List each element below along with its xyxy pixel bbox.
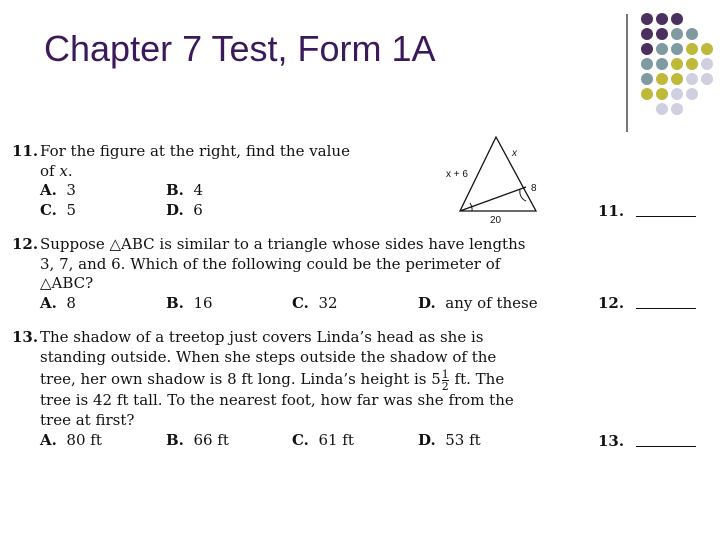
option-a: A. 3 — [40, 181, 76, 199]
question-11 — [12, 142, 432, 222]
option-c: C. 32 — [292, 294, 338, 312]
question-text-line: of x. — [40, 161, 73, 180]
option-d: D. 53 ft — [418, 431, 481, 449]
answer-blank-13[interactable] — [636, 446, 696, 447]
slide-title: Chapter 7 Test, Form 1A — [44, 28, 436, 69]
question-text-line: tree at first? — [40, 410, 135, 429]
answer-label-13: 13. — [598, 432, 625, 450]
question-number: 12. — [12, 235, 39, 253]
option-b: B. 4 — [166, 181, 203, 199]
triangle-figure — [444, 133, 554, 225]
question-text-line: 3, 7, and 6. Which of the following could be the perimeter of — [40, 254, 501, 273]
figure-label-base: 20 — [490, 215, 502, 225]
option-a: A. 80 ft — [40, 431, 102, 449]
figure-label-top-right: x — [512, 148, 517, 159]
answer-label-11: 11. — [598, 202, 625, 220]
option-d: D. any of these — [418, 294, 538, 312]
question-text-line: △ABC? — [40, 274, 94, 292]
question-text-line: tree, her own shadow is 8 ft long. Linda’s height is 5 $\frac{1}{2}$ ft. The — [40, 367, 505, 393]
question-number: 13. — [12, 328, 39, 346]
answer-blank-12[interactable] — [636, 308, 696, 309]
option-c: C. 5 — [40, 201, 76, 219]
mixed-fraction: $\frac{1}{2}$ — [441, 367, 449, 393]
question-number: 11. — [12, 142, 39, 160]
option-d: D. 6 — [166, 201, 203, 219]
figure-label-left: x + 6 — [446, 169, 468, 180]
question-text-line: standing outside. When she steps outside the shadow of the — [40, 347, 497, 366]
option-c: C. 61 ft — [292, 431, 354, 449]
decorative-dot-grid — [638, 12, 720, 124]
question-12 — [12, 235, 572, 315]
option-b: B. 66 ft — [166, 431, 229, 449]
answer-label-12: 12. — [598, 294, 625, 312]
question-text-line: For the figure at the right, find the value — [40, 142, 350, 160]
option-a: A. 8 — [40, 294, 76, 312]
question-text-line: Suppose △ABC is similar to a triangle whose sides have lengths — [40, 235, 526, 253]
variable-x: x — [59, 161, 68, 180]
answer-blank-11[interactable] — [636, 216, 696, 217]
question-text-line: tree is 42 ft tall. To the nearest foot, how far was she from the — [40, 391, 514, 409]
figure-label-side: 8 — [531, 183, 537, 194]
decorative-divider — [626, 14, 628, 132]
question-13 — [12, 328, 572, 458]
option-b: B. 16 — [166, 294, 213, 312]
question-text-line: The shadow of a treetop just covers Linda’s head as she is — [40, 328, 484, 346]
